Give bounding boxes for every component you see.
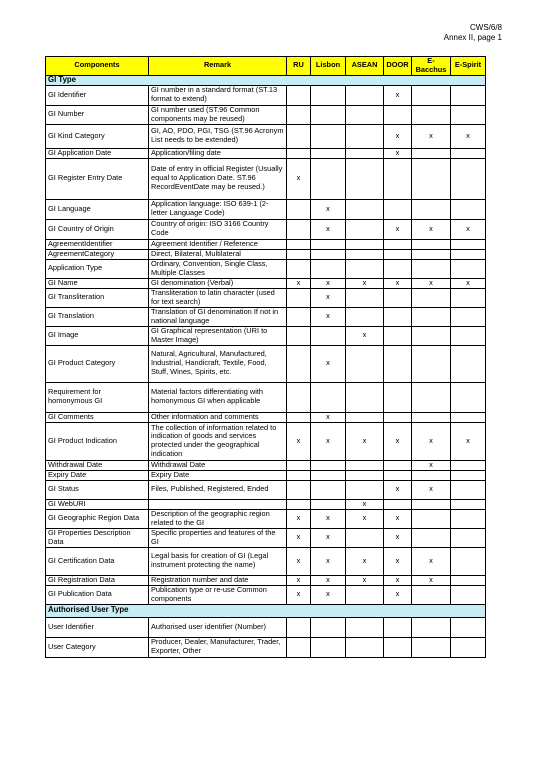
mark-cell (346, 259, 384, 278)
mark-cell: x (287, 547, 311, 575)
component-cell: GI Image (46, 326, 149, 345)
table-row (46, 158, 486, 199)
mark-cell (346, 345, 384, 382)
table-row (46, 105, 486, 124)
mark-cell (412, 288, 451, 307)
mark-cell (412, 239, 451, 249)
mark-cell: x (412, 460, 451, 470)
mark-cell (287, 499, 311, 509)
mark-cell (287, 124, 311, 148)
mark-cell (311, 382, 346, 412)
remark-cell: Direct, Bilateral, Multilateral (149, 249, 287, 259)
mark-cell: x (412, 278, 451, 288)
mark-cell: x (311, 575, 346, 585)
mark-cell: x (451, 124, 486, 148)
column-header: Lisbon (311, 57, 346, 76)
mark-cell (346, 617, 384, 637)
component-cell: User Category (46, 637, 149, 657)
remark-cell: GI number in a standard format (ST.13 format to extend) (149, 85, 287, 105)
column-header: ASEAN (346, 57, 384, 76)
mark-cell: x (384, 480, 412, 499)
table-row (46, 288, 486, 307)
mark-cell (346, 460, 384, 470)
mark-cell (346, 249, 384, 259)
mark-cell (451, 85, 486, 105)
mark-cell: x (311, 422, 346, 460)
mark-cell: x (384, 278, 412, 288)
mark-cell (412, 307, 451, 326)
mark-cell (412, 259, 451, 278)
mark-cell (451, 412, 486, 422)
mark-cell: x (384, 148, 412, 158)
table-row (46, 422, 486, 460)
document-reference: CWS/6/8 (469, 23, 502, 32)
mark-cell (384, 326, 412, 345)
remark-cell: GI denomination (Verbal) (149, 278, 287, 288)
component-cell: GI Geographic Region Data (46, 509, 149, 528)
column-header: Remark (149, 57, 287, 76)
mark-cell (384, 239, 412, 249)
remark-cell: Withdrawal Date (149, 460, 287, 470)
remark-cell: Expiry Date (149, 470, 287, 480)
remark-cell: Registration number and date (149, 575, 287, 585)
table-row (46, 278, 486, 288)
mark-cell (346, 105, 384, 124)
mark-cell (384, 158, 412, 199)
mark-cell (311, 326, 346, 345)
table-row (46, 585, 486, 604)
mark-cell: x (384, 547, 412, 575)
mark-cell (412, 249, 451, 259)
mark-cell (311, 470, 346, 480)
mark-cell (346, 148, 384, 158)
mark-cell (451, 547, 486, 575)
mark-cell (346, 288, 384, 307)
mark-cell (412, 528, 451, 547)
mark-cell: x (384, 575, 412, 585)
mark-cell (451, 528, 486, 547)
mark-cell (451, 148, 486, 158)
mark-cell (311, 158, 346, 199)
mark-cell: x (287, 509, 311, 528)
component-cell: GI Comments (46, 412, 149, 422)
mark-cell: x (346, 422, 384, 460)
column-header: Components (46, 57, 149, 76)
mark-cell (412, 85, 451, 105)
section-row (46, 604, 486, 617)
table-row (46, 499, 486, 509)
mark-cell (287, 85, 311, 105)
mark-cell (384, 412, 412, 422)
mark-cell (346, 382, 384, 412)
mark-cell (412, 199, 451, 219)
mark-cell (287, 637, 311, 657)
component-cell: GI Country of Origin (46, 219, 149, 239)
mark-cell: x (412, 547, 451, 575)
mark-cell: x (311, 412, 346, 422)
component-cell: GI Certification Data (46, 547, 149, 575)
mark-cell (311, 480, 346, 499)
mark-cell (311, 124, 346, 148)
mark-cell (451, 105, 486, 124)
mark-cell (412, 158, 451, 199)
table-row (46, 547, 486, 575)
mark-cell (346, 412, 384, 422)
component-cell: AgreementIdentifier (46, 239, 149, 249)
mark-cell (311, 249, 346, 259)
mark-cell (451, 199, 486, 219)
remark-cell: The collection of information related to indication of goods and services protected under the geographical indication (149, 422, 287, 460)
table-row (46, 219, 486, 239)
mark-cell: x (311, 199, 346, 219)
mark-cell (412, 617, 451, 637)
component-cell: GI Kind Category (46, 124, 149, 148)
table-header-row (46, 57, 486, 76)
table-row (46, 239, 486, 249)
component-cell: GI WebURI (46, 499, 149, 509)
mark-cell: x (346, 499, 384, 509)
mark-cell: x (412, 575, 451, 585)
section-row (46, 75, 486, 85)
mark-cell: x (346, 547, 384, 575)
mark-cell (346, 239, 384, 249)
table-row (46, 199, 486, 219)
mark-cell (451, 249, 486, 259)
component-cell: GI Number (46, 105, 149, 124)
mark-cell (287, 199, 311, 219)
mark-cell (287, 105, 311, 124)
mark-cell (384, 460, 412, 470)
mark-cell (412, 637, 451, 657)
mark-cell (451, 345, 486, 382)
table-row (46, 326, 486, 345)
mark-cell: x (412, 219, 451, 239)
mark-cell (311, 499, 346, 509)
mark-cell: x (311, 585, 346, 604)
component-cell: GI Properties Description Data (46, 528, 149, 547)
mark-cell (287, 617, 311, 637)
mark-cell (311, 148, 346, 158)
mark-cell (451, 480, 486, 499)
mark-cell: x (311, 528, 346, 547)
mark-cell (412, 382, 451, 412)
mark-cell: x (311, 509, 346, 528)
remark-cell (149, 499, 287, 509)
mark-cell (287, 148, 311, 158)
mark-cell (346, 637, 384, 657)
mark-cell: x (346, 575, 384, 585)
column-header: RU (287, 57, 311, 76)
component-cell: AgreementCategory (46, 249, 149, 259)
mark-cell (451, 307, 486, 326)
table-row (46, 307, 486, 326)
component-cell: Requirement for homonymous GI (46, 382, 149, 412)
mark-cell (412, 326, 451, 345)
mark-cell: x (384, 124, 412, 148)
remark-cell: Transliteration to latin character (used for text search) (149, 288, 287, 307)
mark-cell (346, 307, 384, 326)
table-row (46, 148, 486, 158)
mark-cell (384, 470, 412, 480)
remark-cell: Authorised user identifier (Number) (149, 617, 287, 637)
mark-cell (311, 617, 346, 637)
mark-cell: x (287, 575, 311, 585)
mark-cell (451, 637, 486, 657)
remark-cell: Publication type or re-use Common components (149, 585, 287, 604)
mark-cell (451, 259, 486, 278)
mark-cell (287, 470, 311, 480)
remark-cell: Files, Published, Registered, Ended (149, 480, 287, 499)
remark-cell: Agreement Identifier / Reference (149, 239, 287, 249)
table-row (46, 85, 486, 105)
component-cell: GI Application Date (46, 148, 149, 158)
mark-cell (346, 158, 384, 199)
mark-cell (451, 158, 486, 199)
mark-cell: x (384, 509, 412, 528)
remark-cell: Date of entry in official Register (Usually equal to Application Date. ST.96 RecordEventDate may be reused.) (149, 158, 287, 199)
mark-cell (287, 249, 311, 259)
mark-cell (451, 499, 486, 509)
mark-cell: x (346, 326, 384, 345)
mark-cell: x (451, 278, 486, 288)
remark-cell: Country of origin: ISO 3166 Country Code (149, 219, 287, 239)
table-row (46, 412, 486, 422)
mark-cell (346, 219, 384, 239)
remark-cell: Description of the geographic region related to the GI (149, 509, 287, 528)
mark-cell (287, 412, 311, 422)
table-row (46, 460, 486, 470)
component-cell: GI Product Category (46, 345, 149, 382)
mark-cell: x (311, 288, 346, 307)
table-row (46, 480, 486, 499)
mark-cell (384, 617, 412, 637)
section-title: Authorised User Type (46, 604, 486, 617)
table-row (46, 470, 486, 480)
mark-cell (451, 460, 486, 470)
mark-cell: x (384, 422, 412, 460)
mark-cell (287, 219, 311, 239)
mark-cell (287, 345, 311, 382)
mark-cell: x (412, 480, 451, 499)
mark-cell (384, 199, 412, 219)
page-header (444, 23, 502, 43)
component-cell: Withdrawal Date (46, 460, 149, 470)
mark-cell (346, 528, 384, 547)
mark-cell (412, 148, 451, 158)
component-cell: User Identifier (46, 617, 149, 637)
remark-cell: Translation of GI denomination If not in national language (149, 307, 287, 326)
mark-cell: x (384, 528, 412, 547)
remark-cell: Natural, Agricultural, Manufactured, Industrial, Handicraft, Textile, Food, Stuff, Wines, Spirits, etc. (149, 345, 287, 382)
mark-cell (287, 382, 311, 412)
mark-cell (451, 617, 486, 637)
table-row (46, 259, 486, 278)
mark-cell (346, 199, 384, 219)
component-cell: GI Identifier (46, 85, 149, 105)
mark-cell: x (287, 528, 311, 547)
mark-cell: x (346, 278, 384, 288)
table-body (46, 75, 486, 657)
mark-cell: x (287, 158, 311, 199)
component-cell: GI Language (46, 199, 149, 219)
mark-cell (311, 259, 346, 278)
mark-cell: x (311, 345, 346, 382)
mark-cell (384, 499, 412, 509)
mark-cell (346, 124, 384, 148)
remark-cell: Application/filing date (149, 148, 287, 158)
mark-cell (384, 249, 412, 259)
component-cell: GI Name (46, 278, 149, 288)
table-row (46, 509, 486, 528)
table-row (46, 345, 486, 382)
remark-cell: GI, AO, PDO, PGI, TSG (ST.96 Acronym List needs to be extended) (149, 124, 287, 148)
mark-cell (287, 288, 311, 307)
table-row (46, 575, 486, 585)
mark-cell: x (311, 219, 346, 239)
mark-cell: x (451, 422, 486, 460)
mark-cell: x (412, 124, 451, 148)
mark-cell (346, 470, 384, 480)
mark-cell (412, 105, 451, 124)
mark-cell (287, 239, 311, 249)
remark-cell: GI Graphical representation (URI to Master Image) (149, 326, 287, 345)
component-cell: Application Type (46, 259, 149, 278)
mark-cell (346, 480, 384, 499)
mark-cell: x (451, 219, 486, 239)
mark-cell: x (287, 585, 311, 604)
mark-cell (287, 326, 311, 345)
table-row (46, 124, 486, 148)
mark-cell (346, 585, 384, 604)
component-cell: GI Translation (46, 307, 149, 326)
annex-page-label: Annex II, page 1 (443, 33, 502, 42)
mark-cell (451, 288, 486, 307)
mark-cell (412, 470, 451, 480)
mark-cell (451, 239, 486, 249)
mark-cell: x (384, 219, 412, 239)
remark-cell: Material factors differentiating with homonymous GI when applicable (149, 382, 287, 412)
mark-cell (384, 105, 412, 124)
component-cell: GI Transliteration (46, 288, 149, 307)
remark-cell: GI number used (ST.96 Common components may be reused) (149, 105, 287, 124)
components-table (45, 56, 486, 658)
mark-cell (451, 575, 486, 585)
mark-cell (384, 288, 412, 307)
mark-cell (384, 637, 412, 657)
mark-cell (412, 585, 451, 604)
mark-cell (451, 509, 486, 528)
remark-cell: Specific properties and features of the GI (149, 528, 287, 547)
mark-cell (412, 345, 451, 382)
component-cell: GI Status (46, 480, 149, 499)
table-row (46, 617, 486, 637)
mark-cell (451, 470, 486, 480)
remark-cell: Other information and comments (149, 412, 287, 422)
mark-cell (384, 307, 412, 326)
mark-cell: x (384, 585, 412, 604)
mark-cell: x (287, 422, 311, 460)
mark-cell: x (384, 85, 412, 105)
mark-cell (384, 345, 412, 382)
mark-cell (311, 105, 346, 124)
mark-cell (384, 382, 412, 412)
mark-cell (287, 259, 311, 278)
mark-cell (311, 637, 346, 657)
mark-cell (451, 585, 486, 604)
mark-cell (384, 259, 412, 278)
mark-cell (311, 460, 346, 470)
remark-cell: Legal basis for creation of GI (Legal instrument protecting the name) (149, 547, 287, 575)
mark-cell (287, 307, 311, 326)
remark-cell: Ordinary, Convention, Single Class, Multiple Classes (149, 259, 287, 278)
mark-cell (451, 326, 486, 345)
mark-cell (412, 412, 451, 422)
component-cell: GI Publication Data (46, 585, 149, 604)
component-cell: GI Register Entry Date (46, 158, 149, 199)
component-cell: GI Product Indication (46, 422, 149, 460)
mark-cell (451, 382, 486, 412)
mark-cell (412, 509, 451, 528)
mark-cell (287, 460, 311, 470)
component-cell: Expiry Date (46, 470, 149, 480)
table-row (46, 637, 486, 657)
mark-cell: x (287, 278, 311, 288)
table-row (46, 528, 486, 547)
column-header: DOOR (384, 57, 412, 76)
mark-cell: x (311, 547, 346, 575)
mark-cell (287, 480, 311, 499)
mark-cell (311, 85, 346, 105)
mark-cell (412, 499, 451, 509)
column-header: E-Spirit (451, 57, 486, 76)
section-title: GI Type (46, 75, 486, 85)
component-cell: GI Registration Data (46, 575, 149, 585)
mark-cell (346, 85, 384, 105)
mark-cell: x (311, 307, 346, 326)
remark-cell: Producer, Dealer, Manufacturer, Trader, Exporter, Other (149, 637, 287, 657)
mark-cell: x (311, 278, 346, 288)
mark-cell: x (346, 509, 384, 528)
column-header: E-Bacchus (412, 57, 451, 76)
table-row (46, 382, 486, 412)
mark-cell: x (412, 422, 451, 460)
mark-cell (311, 239, 346, 249)
remark-cell: Application language: ISO 639-1 (2-letter Language Code) (149, 199, 287, 219)
table-row (46, 249, 486, 259)
